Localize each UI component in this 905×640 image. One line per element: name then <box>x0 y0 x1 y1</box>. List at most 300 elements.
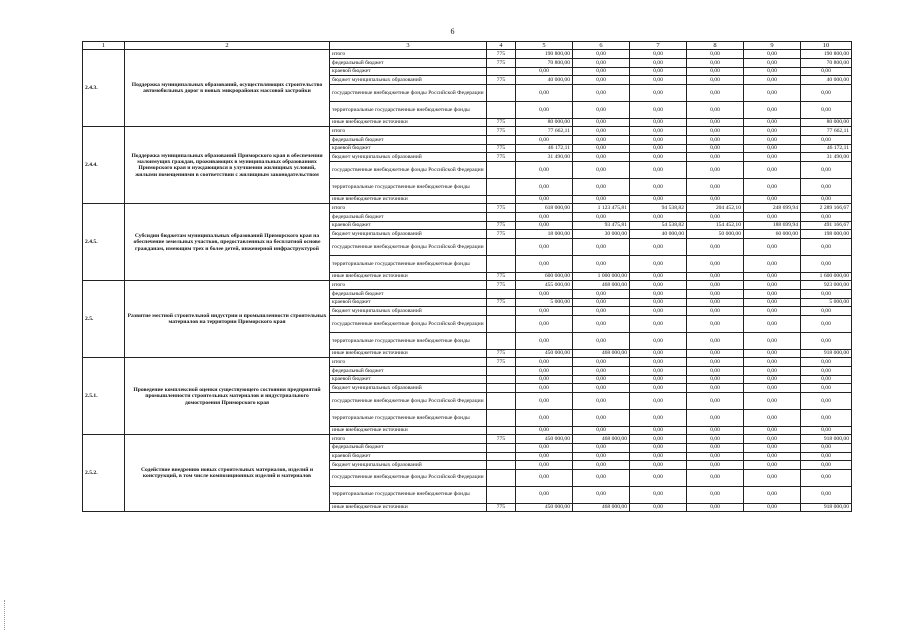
amount-cell: 0,00 <box>744 76 801 85</box>
amount-cell: 1 000 000,00 <box>573 272 630 281</box>
amount-cell: 0,00 <box>801 178 852 195</box>
amount-cell: 0,00 <box>630 298 687 307</box>
budget-code: 775 <box>487 127 516 136</box>
amount-cell: 0,00 <box>687 409 744 426</box>
amount-cell: 468 000,00 <box>573 281 630 290</box>
budget-code: 775 <box>487 281 516 290</box>
amount-cell: 0,00 <box>630 366 687 375</box>
amount-cell: 491 166,67 <box>801 221 852 230</box>
budget-code <box>487 461 516 470</box>
funding-source: государственные внебюджетные фонды Российской Федерации <box>330 315 487 332</box>
funding-source: территориальные государственные внебюджетные фонды <box>330 178 487 195</box>
funding-source: государственные внебюджетные фонды Российской Федерации <box>330 84 487 101</box>
amount-cell: 0,00 <box>687 426 744 435</box>
funding-source: иные внебюджетные источники <box>330 426 487 435</box>
budget-code <box>487 366 516 375</box>
amount-cell: 0,00 <box>801 443 852 452</box>
amount-cell: 0,00 <box>801 315 852 332</box>
budget-code <box>487 136 516 145</box>
budget-code <box>487 315 516 332</box>
funding-source: федеральный бюджет <box>330 136 487 145</box>
amount-cell: 0,00 <box>801 213 852 222</box>
funding-source: территориальные государственные внебюджетные фонды <box>330 332 487 349</box>
funding-source: итого <box>330 358 487 367</box>
funding-source: иные внебюджетные источники <box>330 503 487 512</box>
amount-cell: 455 000,00 <box>516 281 573 290</box>
budget-code <box>487 101 516 118</box>
amount-cell: 0,00 <box>516 452 573 461</box>
amount-cell: 77 662,11 <box>801 127 852 136</box>
item-name: Содействие внедрению новых строительных материалов, изделий и конструкций, в том числе композиционных изделий и материалов <box>125 435 330 512</box>
amount-cell: 0,00 <box>573 76 630 85</box>
budget-code <box>487 409 516 426</box>
amount-cell: 0,00 <box>687 59 744 68</box>
amount-cell: 0,00 <box>573 161 630 178</box>
amount-cell: 0,00 <box>630 136 687 145</box>
amount-cell: 0,00 <box>573 50 630 59</box>
amount-cell: 0,00 <box>801 289 852 298</box>
amount-cell: 1 123 475,81 <box>573 204 630 213</box>
amount-cell: 0,00 <box>744 161 801 178</box>
amount-cell: 0,00 <box>744 101 801 118</box>
amount-cell: 2 289 166,67 <box>801 204 852 213</box>
budget-code <box>487 255 516 272</box>
amount-cell: 0,00 <box>573 452 630 461</box>
amount-cell: 918 000,00 <box>801 435 852 444</box>
amount-cell: 0,00 <box>516 289 573 298</box>
table-row <box>83 358 852 367</box>
amount-cell: 0,00 <box>744 366 801 375</box>
amount-cell: 0,00 <box>516 358 573 367</box>
amount-cell: 0,00 <box>801 307 852 316</box>
amount-cell: 0,00 <box>573 67 630 76</box>
amount-cell: 468 000,00 <box>573 349 630 358</box>
amount-cell: 0,00 <box>516 178 573 195</box>
amount-cell: 0,00 <box>516 315 573 332</box>
amount-cell: 0,00 <box>630 315 687 332</box>
header-cell: 7 <box>630 42 687 50</box>
amount-cell: 0,00 <box>744 153 801 162</box>
amount-cell: 0,00 <box>630 76 687 85</box>
item-name: Развитие местной строительной индустрии и промышленности строительных материалов на территории Приморского края <box>125 281 330 358</box>
amount-cell: 0,00 <box>801 392 852 409</box>
amount-cell: 0,00 <box>687 384 744 393</box>
amount-cell: 0,00 <box>687 469 744 486</box>
amount-cell: 0,00 <box>573 178 630 195</box>
amount-cell: 0,00 <box>573 392 630 409</box>
amount-cell: 0,00 <box>516 221 573 230</box>
budget-code: 775 <box>487 272 516 281</box>
amount-cell: 0,00 <box>573 298 630 307</box>
amount-cell: 0,00 <box>630 84 687 101</box>
funding-source: итого <box>330 127 487 136</box>
amount-cell: 0,00 <box>687 307 744 316</box>
amount-cell: 0,00 <box>573 84 630 101</box>
amount-cell: 0,00 <box>687 136 744 145</box>
page-number: 6 <box>450 27 455 36</box>
amount-cell: 0,00 <box>744 298 801 307</box>
header-cell: 3 <box>330 42 487 50</box>
amount-cell: 0,00 <box>801 195 852 204</box>
amount-cell: 0,00 <box>630 161 687 178</box>
budget-code: 775 <box>487 204 516 213</box>
amount-cell: 0,00 <box>573 366 630 375</box>
amount-cell: 0,00 <box>630 127 687 136</box>
budget-code: 775 <box>487 358 516 367</box>
amount-cell: 1 600 000,00 <box>801 272 852 281</box>
amount-cell: 0,00 <box>744 50 801 59</box>
amount-cell: 77 662,11 <box>516 127 573 136</box>
budget-code <box>487 375 516 384</box>
amount-cell: 0,00 <box>744 195 801 204</box>
amount-cell: 0,00 <box>801 469 852 486</box>
amount-cell: 0,00 <box>687 153 744 162</box>
amount-cell: 0,00 <box>801 461 852 470</box>
amount-cell: 188 699,94 <box>744 221 801 230</box>
header-cell: 8 <box>687 42 744 50</box>
amount-cell: 0,00 <box>630 461 687 470</box>
amount-cell: 0,00 <box>516 469 573 486</box>
amount-cell: 0,00 <box>630 101 687 118</box>
item-number: 2.5. <box>83 281 125 358</box>
amount-cell: 0,00 <box>801 255 852 272</box>
budget-code: 775 <box>487 118 516 127</box>
amount-cell: 0,00 <box>687 50 744 59</box>
amount-cell: 0,00 <box>801 409 852 426</box>
funding-source: бюджет муниципальных образований <box>330 230 487 239</box>
funding-source: краевой бюджет <box>330 452 487 461</box>
amount-cell: 618 000,00 <box>516 204 573 213</box>
budget-table <box>82 41 852 512</box>
table-row <box>83 50 852 59</box>
amount-cell: 0,00 <box>801 486 852 503</box>
amount-cell: 0,00 <box>516 332 573 349</box>
amount-cell: 80 000,00 <box>801 118 852 127</box>
amount-cell: 0,00 <box>687 281 744 290</box>
funding-source: территориальные государственные внебюджетные фонды <box>330 255 487 272</box>
amount-cell: 0,00 <box>687 289 744 298</box>
budget-code: 775 <box>487 298 516 307</box>
amount-cell: 0,00 <box>573 469 630 486</box>
amount-cell: 0,00 <box>801 358 852 367</box>
amount-cell: 0,00 <box>801 161 852 178</box>
amount-cell: 0,00 <box>744 213 801 222</box>
amount-cell: 0,00 <box>687 238 744 255</box>
amount-cell: 0,00 <box>516 375 573 384</box>
amount-cell: 0,00 <box>516 443 573 452</box>
amount-cell: 0,00 <box>630 272 687 281</box>
budget-code: 775 <box>487 503 516 512</box>
budget-code <box>487 486 516 503</box>
amount-cell: 0,00 <box>744 461 801 470</box>
amount-cell: 0,00 <box>687 443 744 452</box>
budget-code <box>487 238 516 255</box>
funding-source: иные внебюджетные источники <box>330 118 487 127</box>
amount-cell: 50 000,00 <box>687 230 744 239</box>
amount-cell: 0,00 <box>630 486 687 503</box>
amount-cell: 0,00 <box>744 486 801 503</box>
amount-cell: 0,00 <box>630 59 687 68</box>
amount-cell: 0,00 <box>573 486 630 503</box>
amount-cell: 0,00 <box>516 238 573 255</box>
amount-cell: 204 452,10 <box>687 204 744 213</box>
item-number: 2.4.4. <box>83 127 125 204</box>
budget-code: 775 <box>487 435 516 444</box>
amount-cell: 0,00 <box>687 358 744 367</box>
amount-cell: 0,00 <box>744 469 801 486</box>
budget-code <box>487 67 516 76</box>
item-number: 2.5.2. <box>83 435 125 512</box>
budget-code <box>487 426 516 435</box>
header-cell: 4 <box>487 42 516 50</box>
amount-cell: 0,00 <box>516 384 573 393</box>
amount-cell: 70 800,00 <box>516 59 573 68</box>
amount-cell: 0,00 <box>744 443 801 452</box>
amount-cell: 5 000,00 <box>516 298 573 307</box>
amount-cell: 0,00 <box>573 127 630 136</box>
amount-cell: 46 172,11 <box>801 144 852 153</box>
funding-source: краевой бюджет <box>330 144 487 153</box>
amount-cell: 468 000,00 <box>573 435 630 444</box>
amount-cell: 0,00 <box>630 238 687 255</box>
amount-cell: 0,00 <box>801 84 852 101</box>
amount-cell: 0,00 <box>630 358 687 367</box>
amount-cell: 0,00 <box>573 195 630 204</box>
amount-cell: 0,00 <box>801 375 852 384</box>
amount-cell: 0,00 <box>630 443 687 452</box>
table-row <box>83 127 852 136</box>
amount-cell: 600 000,00 <box>516 272 573 281</box>
amount-cell: 198 000,00 <box>801 230 852 239</box>
amount-cell: 40 000,00 <box>516 76 573 85</box>
amount-cell: 93 475,81 <box>573 221 630 230</box>
amount-cell: 190 800,00 <box>801 50 852 59</box>
amount-cell: 0,00 <box>573 384 630 393</box>
funding-source: итого <box>330 50 487 59</box>
item-name: Проведение комплексной оценки существующего состояния предприятий промышленности строительных материалов и индустриального домостроения Приморского края <box>125 358 330 435</box>
amount-cell: 450 000,00 <box>516 349 573 358</box>
funding-source: краевой бюджет <box>330 221 487 230</box>
item-number: 2.4.5. <box>83 204 125 281</box>
amount-cell: 0,00 <box>516 366 573 375</box>
amount-cell: 46 172,11 <box>516 144 573 153</box>
amount-cell: 0,00 <box>687 461 744 470</box>
header-cell: 10 <box>801 42 852 50</box>
amount-cell: 0,00 <box>630 255 687 272</box>
budget-code: 775 <box>487 76 516 85</box>
amount-cell: 0,00 <box>630 452 687 461</box>
amount-cell: 0,00 <box>744 84 801 101</box>
amount-cell: 0,00 <box>516 136 573 145</box>
amount-cell: 0,00 <box>744 435 801 444</box>
header-cell: 5 <box>516 42 573 50</box>
amount-cell: 0,00 <box>516 84 573 101</box>
amount-cell: 0,00 <box>687 392 744 409</box>
amount-cell: 0,00 <box>573 315 630 332</box>
amount-cell: 918 000,00 <box>801 349 852 358</box>
amount-cell: 0,00 <box>573 426 630 435</box>
table-row <box>83 281 852 290</box>
funding-source: государственные внебюджетные фонды Российской Федерации <box>330 469 487 486</box>
amount-cell: 0,00 <box>516 161 573 178</box>
amount-cell: 0,00 <box>516 255 573 272</box>
amount-cell: 0,00 <box>573 59 630 68</box>
amount-cell: 0,00 <box>687 298 744 307</box>
budget-code <box>487 452 516 461</box>
amount-cell: 0,00 <box>687 101 744 118</box>
amount-cell: 0,00 <box>687 178 744 195</box>
amount-cell: 0,00 <box>687 255 744 272</box>
edge-mark <box>4 600 6 630</box>
funding-source: государственные внебюджетные фонды Российской Федерации <box>330 161 487 178</box>
amount-cell: 0,00 <box>630 153 687 162</box>
item-name: Поддержка муниципальных образований, осуществляющих строительство автомобильных дорог в новых микрорайонах массовой застройки <box>125 50 330 127</box>
amount-cell: 0,00 <box>516 307 573 316</box>
amount-cell: 0,00 <box>687 366 744 375</box>
amount-cell: 0,00 <box>516 195 573 204</box>
amount-cell: 0,00 <box>687 486 744 503</box>
funding-source: бюджет муниципальных образований <box>330 461 487 470</box>
budget-code <box>487 443 516 452</box>
amount-cell: 0,00 <box>516 213 573 222</box>
amount-cell: 248 699,94 <box>744 204 801 213</box>
funding-source: федеральный бюджет <box>330 59 487 68</box>
budget-code <box>487 289 516 298</box>
amount-cell: 0,00 <box>744 332 801 349</box>
amount-cell: 0,00 <box>687 503 744 512</box>
amount-cell: 54 538,82 <box>630 221 687 230</box>
amount-cell: 0,00 <box>687 315 744 332</box>
header-cell: 9 <box>744 42 801 50</box>
amount-cell: 0,00 <box>687 144 744 153</box>
budget-code <box>487 213 516 222</box>
amount-cell: 0,00 <box>744 349 801 358</box>
funding-source: краевой бюджет <box>330 375 487 384</box>
budget-code <box>487 469 516 486</box>
amount-cell: 80 000,00 <box>516 118 573 127</box>
amount-cell: 0,00 <box>687 452 744 461</box>
amount-cell: 94 538,82 <box>630 204 687 213</box>
budget-code <box>487 178 516 195</box>
budget-code: 775 <box>487 59 516 68</box>
amount-cell: 0,00 <box>744 384 801 393</box>
amount-cell: 0,00 <box>630 409 687 426</box>
funding-source: федеральный бюджет <box>330 366 487 375</box>
amount-cell: 0,00 <box>573 153 630 162</box>
amount-cell: 0,00 <box>573 307 630 316</box>
amount-cell: 154 452,10 <box>687 221 744 230</box>
amount-cell: 0,00 <box>744 358 801 367</box>
budget-code <box>487 161 516 178</box>
amount-cell: 40 000,00 <box>801 76 852 85</box>
amount-cell: 0,00 <box>801 366 852 375</box>
amount-cell: 0,00 <box>744 127 801 136</box>
amount-cell: 0,00 <box>744 307 801 316</box>
funding-source: итого <box>330 204 487 213</box>
amount-cell: 0,00 <box>630 435 687 444</box>
amount-cell: 0,00 <box>687 76 744 85</box>
amount-cell: 18 000,00 <box>516 230 573 239</box>
amount-cell: 0,00 <box>573 375 630 384</box>
amount-cell: 0,00 <box>573 136 630 145</box>
funding-source: итого <box>330 435 487 444</box>
budget-code: 775 <box>487 153 516 162</box>
funding-source: иные внебюджетные источники <box>330 349 487 358</box>
amount-cell: 0,00 <box>516 461 573 470</box>
amount-cell: 0,00 <box>516 426 573 435</box>
amount-cell: 0,00 <box>630 144 687 153</box>
amount-cell: 0,00 <box>630 195 687 204</box>
budget-code <box>487 307 516 316</box>
amount-cell: 0,00 <box>630 307 687 316</box>
amount-cell: 0,00 <box>744 315 801 332</box>
funding-source: федеральный бюджет <box>330 289 487 298</box>
amount-cell: 0,00 <box>630 178 687 195</box>
amount-cell: 0,00 <box>744 392 801 409</box>
amount-cell: 0,00 <box>573 213 630 222</box>
item-name: Поддержка муниципальных образований Приморского края в обеспечении малоимущих граждан, проживающих в муниципальных образованиях Приморского края и нуждающихся в улучшении жилищных условий, жилыми помещениями в соответствии с жилищным законодательством <box>125 127 330 204</box>
amount-cell: 0,00 <box>687 127 744 136</box>
table-row <box>83 204 852 213</box>
amount-cell: 0,00 <box>744 178 801 195</box>
amount-cell: 0,00 <box>630 426 687 435</box>
item-number: 2.4.3. <box>83 50 125 127</box>
budget-code <box>487 384 516 393</box>
amount-cell: 0,00 <box>630 349 687 358</box>
amount-cell: 0,00 <box>744 67 801 76</box>
amount-cell: 0,00 <box>687 435 744 444</box>
amount-cell: 0,00 <box>630 469 687 486</box>
amount-cell: 0,00 <box>516 486 573 503</box>
table-row <box>83 435 852 444</box>
amount-cell: 0,00 <box>630 503 687 512</box>
funding-source: бюджет муниципальных образований <box>330 76 487 85</box>
funding-source: бюджет муниципальных образований <box>330 384 487 393</box>
amount-cell: 0,00 <box>744 375 801 384</box>
amount-cell: 0,00 <box>687 118 744 127</box>
budget-code <box>487 332 516 349</box>
funding-source: краевой бюджет <box>330 298 487 307</box>
amount-cell: 0,00 <box>801 426 852 435</box>
amount-cell: 0,00 <box>516 101 573 118</box>
amount-cell: 0,00 <box>687 84 744 101</box>
amount-cell: 0,00 <box>687 213 744 222</box>
amount-cell: 0,00 <box>744 118 801 127</box>
amount-cell: 70 800,00 <box>801 59 852 68</box>
header-row <box>83 42 852 50</box>
amount-cell: 0,00 <box>744 136 801 145</box>
budget-code: 775 <box>487 349 516 358</box>
funding-source: территориальные государственные внебюджетные фонды <box>330 409 487 426</box>
funding-source: краевой бюджет <box>330 67 487 76</box>
amount-cell: 0,00 <box>573 255 630 272</box>
amount-cell: 0,00 <box>573 118 630 127</box>
amount-cell: 0,00 <box>744 255 801 272</box>
funding-source: иные внебюджетные источники <box>330 195 487 204</box>
amount-cell: 0,00 <box>630 384 687 393</box>
amount-cell: 0,00 <box>573 238 630 255</box>
amount-cell: 450 000,00 <box>516 503 573 512</box>
funding-source: территориальные государственные внебюджетные фонды <box>330 101 487 118</box>
amount-cell: 0,00 <box>630 67 687 76</box>
amount-cell: 0,00 <box>687 67 744 76</box>
amount-cell: 190 800,00 <box>516 50 573 59</box>
budget-code: 775 <box>487 50 516 59</box>
amount-cell: 0,00 <box>516 409 573 426</box>
header-cell: 1 <box>83 42 125 50</box>
amount-cell: 0,00 <box>801 67 852 76</box>
amount-cell: 0,00 <box>573 144 630 153</box>
